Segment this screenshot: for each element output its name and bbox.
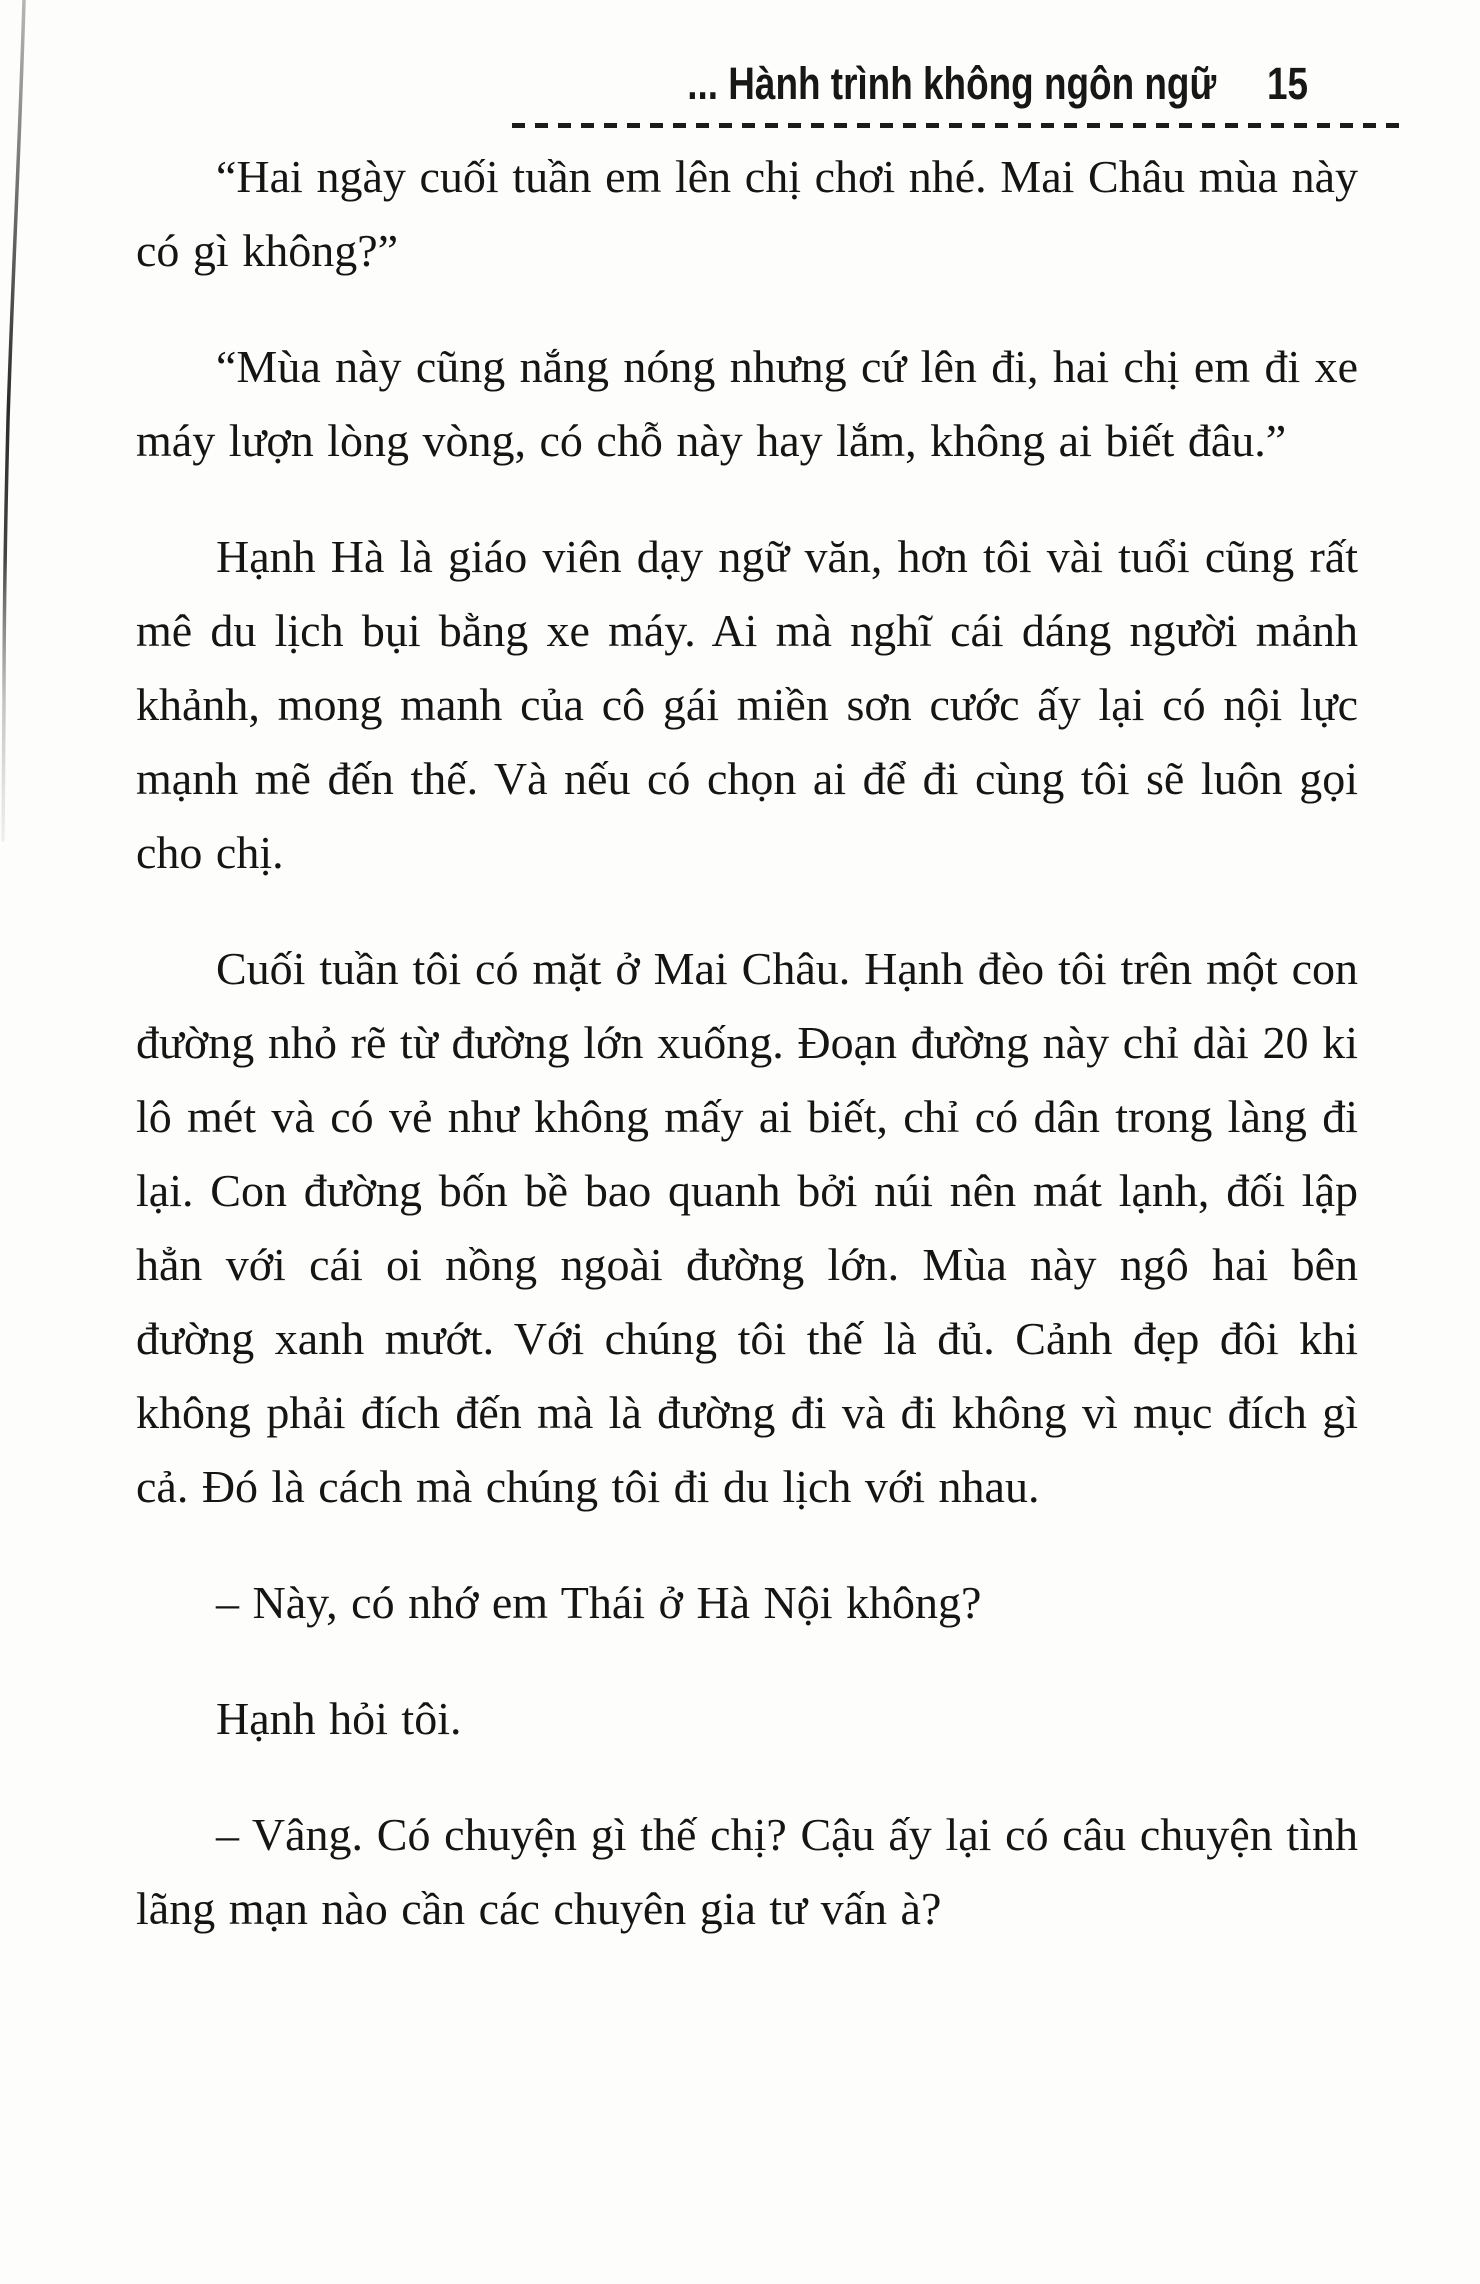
page-spine-shadow-icon [0, 0, 40, 900]
header-rule [512, 123, 1408, 128]
page-body [136, 140, 1358, 1988]
paragraph-narration-3: Hạnh hỏi tôi. [216, 1693, 462, 1744]
page-number: 15 [1266, 58, 1308, 109]
paragraph-narration-2: Cuối tuần tôi có mặt ở Mai Châu. Hạnh đèo tôi trên một con đường nhỏ rẽ từ đường lớn xuống. Đoạn đường này chỉ dài 20 ki lô mét và có vẻ như không mấy ai biết, chỉ có dân trong làng đi lại. Con đường bốn bề bao quanh bởi núi nên mát lạnh, đối lập hẳn với cái oi nồng ngoài đường lớn. Mùa này ngô hai bên đường xanh mướt. Với chúng tôi thế là đủ. Cảnh đẹp đôi khi không phải đích đến mà là đường đi và đi không vì mục đích gì cả. Đó là cách mà chúng tôi đi du lịch với nhau. [136, 943, 1358, 1512]
paragraph-dialogue-2: “Mùa này cũng nắng nóng nhưng cứ lên đi, hai chị em đi xe máy lượn lòng vòng, có chỗ này hay lắm, không ai biết đâu.” [136, 341, 1358, 466]
paragraph-narration-1: Hạnh Hà là giáo viên dạy ngữ văn, hơn tôi vài tuổi cũng rất mê du lịch bụi bằng xe máy. Ai mà nghĩ cái dáng người mảnh khảnh, mong manh của cô gái miền sơn cước ấy lại có nội lực mạnh mẽ đến thế. Và nếu có chọn ai để đi cùng tôi sẽ luôn gọi cho chị. [136, 531, 1358, 878]
running-header [687, 58, 1308, 110]
paragraph-dialogue-4: – Vâng. Có chuyện gì thế chị? Cậu ấy lại có câu chuyện tình lãng mạn nào cần các chuyên gia tư vấn à? [136, 1809, 1358, 1934]
paragraph-dialogue-1: “Hai ngày cuối tuần em lên chị chơi nhé. Mai Châu mùa này có gì không?” [136, 151, 1358, 276]
paragraph-dialogue-3: – Này, có nhớ em Thái ở Hà Nội không? [216, 1577, 982, 1628]
running-header-title: ... Hành trình không ngôn ngữ [687, 58, 1217, 109]
